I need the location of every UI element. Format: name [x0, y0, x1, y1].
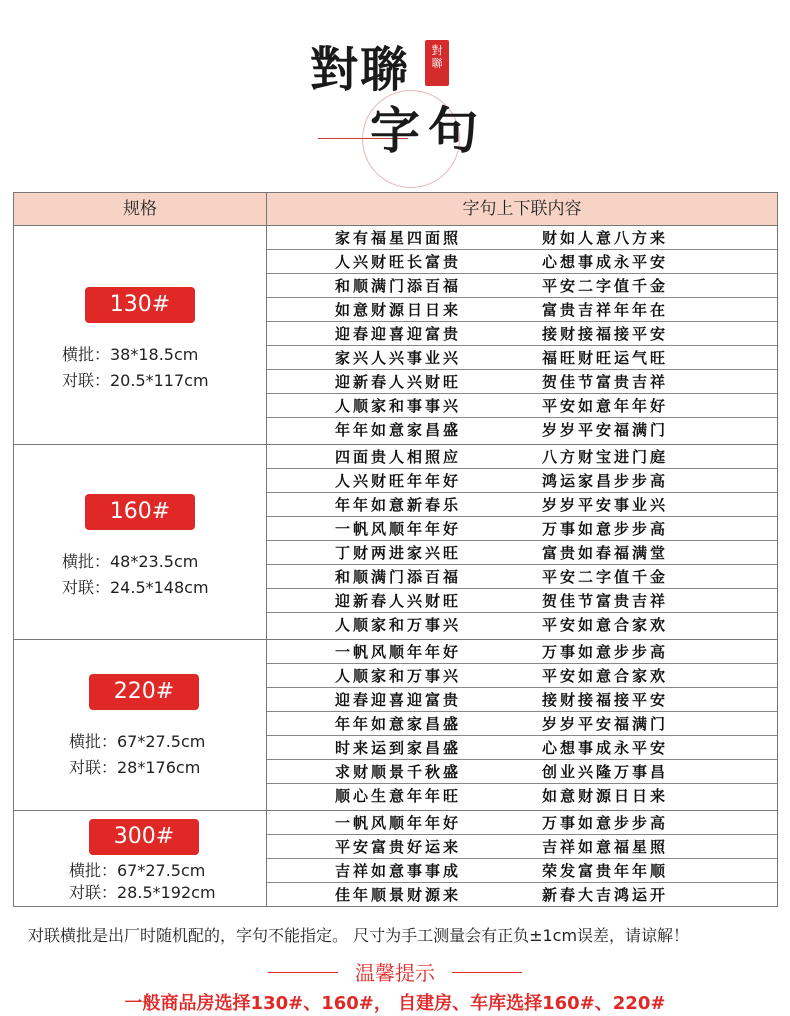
- spec-cell: [14, 640, 267, 810]
- couplet-row: [267, 322, 777, 346]
- size-badge: 130#: [85, 287, 195, 323]
- couplet-row: [267, 418, 777, 442]
- size-badge: 220#: [89, 674, 199, 710]
- spec-cell: [14, 811, 267, 907]
- header-spec: 规格: [14, 193, 267, 225]
- upper-line: 迎春迎喜迎富贵: [335, 691, 462, 709]
- couplet-row: [267, 688, 777, 712]
- lower-line: 创业兴隆万事昌: [542, 763, 669, 781]
- upper-line: 时来运到家昌盛: [335, 739, 462, 757]
- lower-line: 如意财源日日来: [542, 787, 669, 805]
- lower-line: 荣发富贵年年顺: [542, 862, 669, 880]
- tip-line-left: [268, 972, 338, 973]
- lower-line: 八方财宝进门庭: [542, 448, 669, 466]
- lower-line: 万事如意步步高: [542, 814, 669, 832]
- upper-line: 人顺家和万事兴: [335, 667, 462, 685]
- spec-cell: [14, 226, 267, 444]
- couplet-row: [267, 712, 777, 736]
- seal-char: 聯: [431, 57, 443, 70]
- couplet-spec-table: [13, 192, 778, 907]
- lower-line: 接财接福接平安: [542, 691, 669, 709]
- lower-line: 万事如意步步高: [542, 643, 669, 661]
- couplet-rows: [267, 811, 777, 907]
- table-header: [14, 193, 777, 226]
- upper-line: 年年如意家昌盛: [335, 421, 462, 439]
- upper-line: 一帆风顺年年好: [335, 814, 462, 832]
- lower-line: 万事如意步步高: [542, 520, 669, 538]
- couplet-row: [267, 784, 777, 808]
- upper-line: 年年如意家昌盛: [335, 715, 462, 733]
- lower-line: 平安如意年年好: [542, 397, 669, 415]
- size-badge: 300#: [89, 819, 199, 855]
- lower-line: 新春大吉鸿运开: [542, 886, 669, 904]
- lower-line: 平安如意合家欢: [542, 616, 669, 634]
- upper-line: 吉祥如意事事成: [335, 862, 462, 880]
- upper-line: 人兴财旺年年好: [335, 472, 462, 490]
- couplet-row: [267, 541, 777, 565]
- lower-line: 富贵如春福满堂: [542, 544, 669, 562]
- lower-line: 平安二字值千金: [542, 568, 669, 586]
- couplet-row: [267, 493, 777, 517]
- header-content: 字句上下联内容: [462, 199, 582, 219]
- size-badge: 160#: [85, 494, 195, 530]
- couplet-row: [267, 664, 777, 688]
- couplet-row: [267, 394, 777, 418]
- hengpi-size: 横批：48*23.5cm: [62, 552, 199, 571]
- upper-line: 和顺满门添百福: [335, 568, 462, 586]
- upper-line: 家有福星四面照: [335, 229, 462, 247]
- couplet-row: [267, 517, 777, 541]
- duilian-size: 对联：20.5*117cm: [62, 371, 209, 390]
- upper-line: 一帆风顺年年好: [335, 520, 462, 538]
- logo-seal-stamp: [425, 40, 449, 86]
- couplet-row: [267, 226, 777, 250]
- couplet-row: [267, 640, 777, 664]
- spec-group-300: [14, 811, 777, 907]
- couplet-rows: [267, 445, 777, 637]
- couplet-row: [267, 346, 777, 370]
- lower-line: 吉祥如意福星照: [542, 838, 669, 856]
- couplet-row: [267, 445, 777, 469]
- spec-group-160: [14, 445, 777, 640]
- couplet-row: [267, 859, 777, 883]
- upper-line: 人兴财旺长富贵: [335, 253, 462, 271]
- logo-title-line2: 字句: [370, 101, 486, 160]
- spec-cell: [14, 445, 267, 639]
- upper-line: 丁财两进家兴旺: [335, 544, 462, 562]
- couplet-row: [267, 613, 777, 637]
- logo-title-line1: 對聯: [310, 42, 411, 98]
- lower-line: 岁岁平安福满门: [542, 715, 669, 733]
- lower-line: 平安如意合家欢: [542, 667, 669, 685]
- upper-line: 迎春迎喜迎富贵: [335, 325, 462, 343]
- spec-group-130: [14, 226, 777, 445]
- upper-line: 人顺家和事事兴: [335, 397, 462, 415]
- logo: [300, 30, 500, 190]
- upper-line: 顺心生意年年旺: [335, 787, 462, 805]
- duilian-size: 对联：28.5*192cm: [69, 883, 216, 902]
- seal-char: 對: [431, 44, 443, 57]
- upper-line: 求财顺景千秋盛: [335, 763, 462, 781]
- couplet-row: [267, 565, 777, 589]
- upper-line: 家兴人兴事业兴: [335, 349, 462, 367]
- couplet-row: [267, 370, 777, 394]
- tip-title: 温馨提示: [355, 961, 435, 985]
- upper-line: 迎新春人兴财旺: [335, 592, 462, 610]
- lower-line: 福旺财旺运气旺: [542, 349, 669, 367]
- upper-line: 人顺家和万事兴: [335, 616, 462, 634]
- couplet-row: [267, 883, 777, 907]
- lower-line: 财如人意八方来: [542, 229, 669, 247]
- advice-text: 一般商品房选择130#、160#， 自建房、车库选择160#、220#: [124, 993, 666, 1014]
- lower-line: 平安二字值千金: [542, 277, 669, 295]
- hengpi-size: 横批：38*18.5cm: [62, 345, 199, 364]
- couplet-rows: [267, 640, 777, 808]
- upper-line: 迎新春人兴财旺: [335, 373, 462, 391]
- couplet-row: [267, 469, 777, 493]
- lower-line: 接财接福接平安: [542, 325, 669, 343]
- couplet-row: [267, 760, 777, 784]
- lower-line: 心想事成永平安: [542, 739, 669, 757]
- lower-line: 心想事成永平安: [542, 253, 669, 271]
- upper-line: 四面贵人相照应: [335, 448, 462, 466]
- lower-line: 贺佳节富贵吉祥: [542, 592, 669, 610]
- upper-line: 年年如意新春乐: [335, 496, 462, 514]
- duilian-size: 对联：24.5*148cm: [62, 578, 209, 597]
- lower-line: 鸿运家昌步步高: [542, 472, 669, 490]
- note-text: 对联横批是出厂时随机配的，字句不能指定。 尺寸为手工测量会有正负±1cm误差，请谅解！: [28, 926, 690, 945]
- lower-line: 岁岁平安事业兴: [542, 496, 669, 514]
- upper-line: 一帆风顺年年好: [335, 643, 462, 661]
- couplet-rows: [267, 226, 777, 442]
- upper-line: 和顺满门添百福: [335, 277, 462, 295]
- lower-line: 贺佳节富贵吉祥: [542, 373, 669, 391]
- upper-line: 如意财源日日来: [335, 301, 462, 319]
- couplet-row: [267, 250, 777, 274]
- hengpi-size: 横批：67*27.5cm: [69, 732, 206, 751]
- upper-line: 佳年顺景财源来: [335, 886, 462, 904]
- hengpi-size: 横批：67*27.5cm: [69, 861, 206, 880]
- upper-line: 平安富贵好运来: [335, 838, 462, 856]
- spec-group-220: [14, 640, 777, 811]
- tip-line-right: [452, 972, 522, 973]
- lower-line: 富贵吉祥年年在: [542, 301, 669, 319]
- lower-line: 岁岁平安福满门: [542, 421, 669, 439]
- couplet-row: [267, 736, 777, 760]
- couplet-row: [267, 811, 777, 835]
- couplet-row: [267, 274, 777, 298]
- duilian-size: 对联：28*176cm: [69, 758, 201, 777]
- couplet-row: [267, 298, 777, 322]
- tip-heading: [0, 958, 790, 988]
- couplet-row: [267, 835, 777, 859]
- couplet-row: [267, 589, 777, 613]
